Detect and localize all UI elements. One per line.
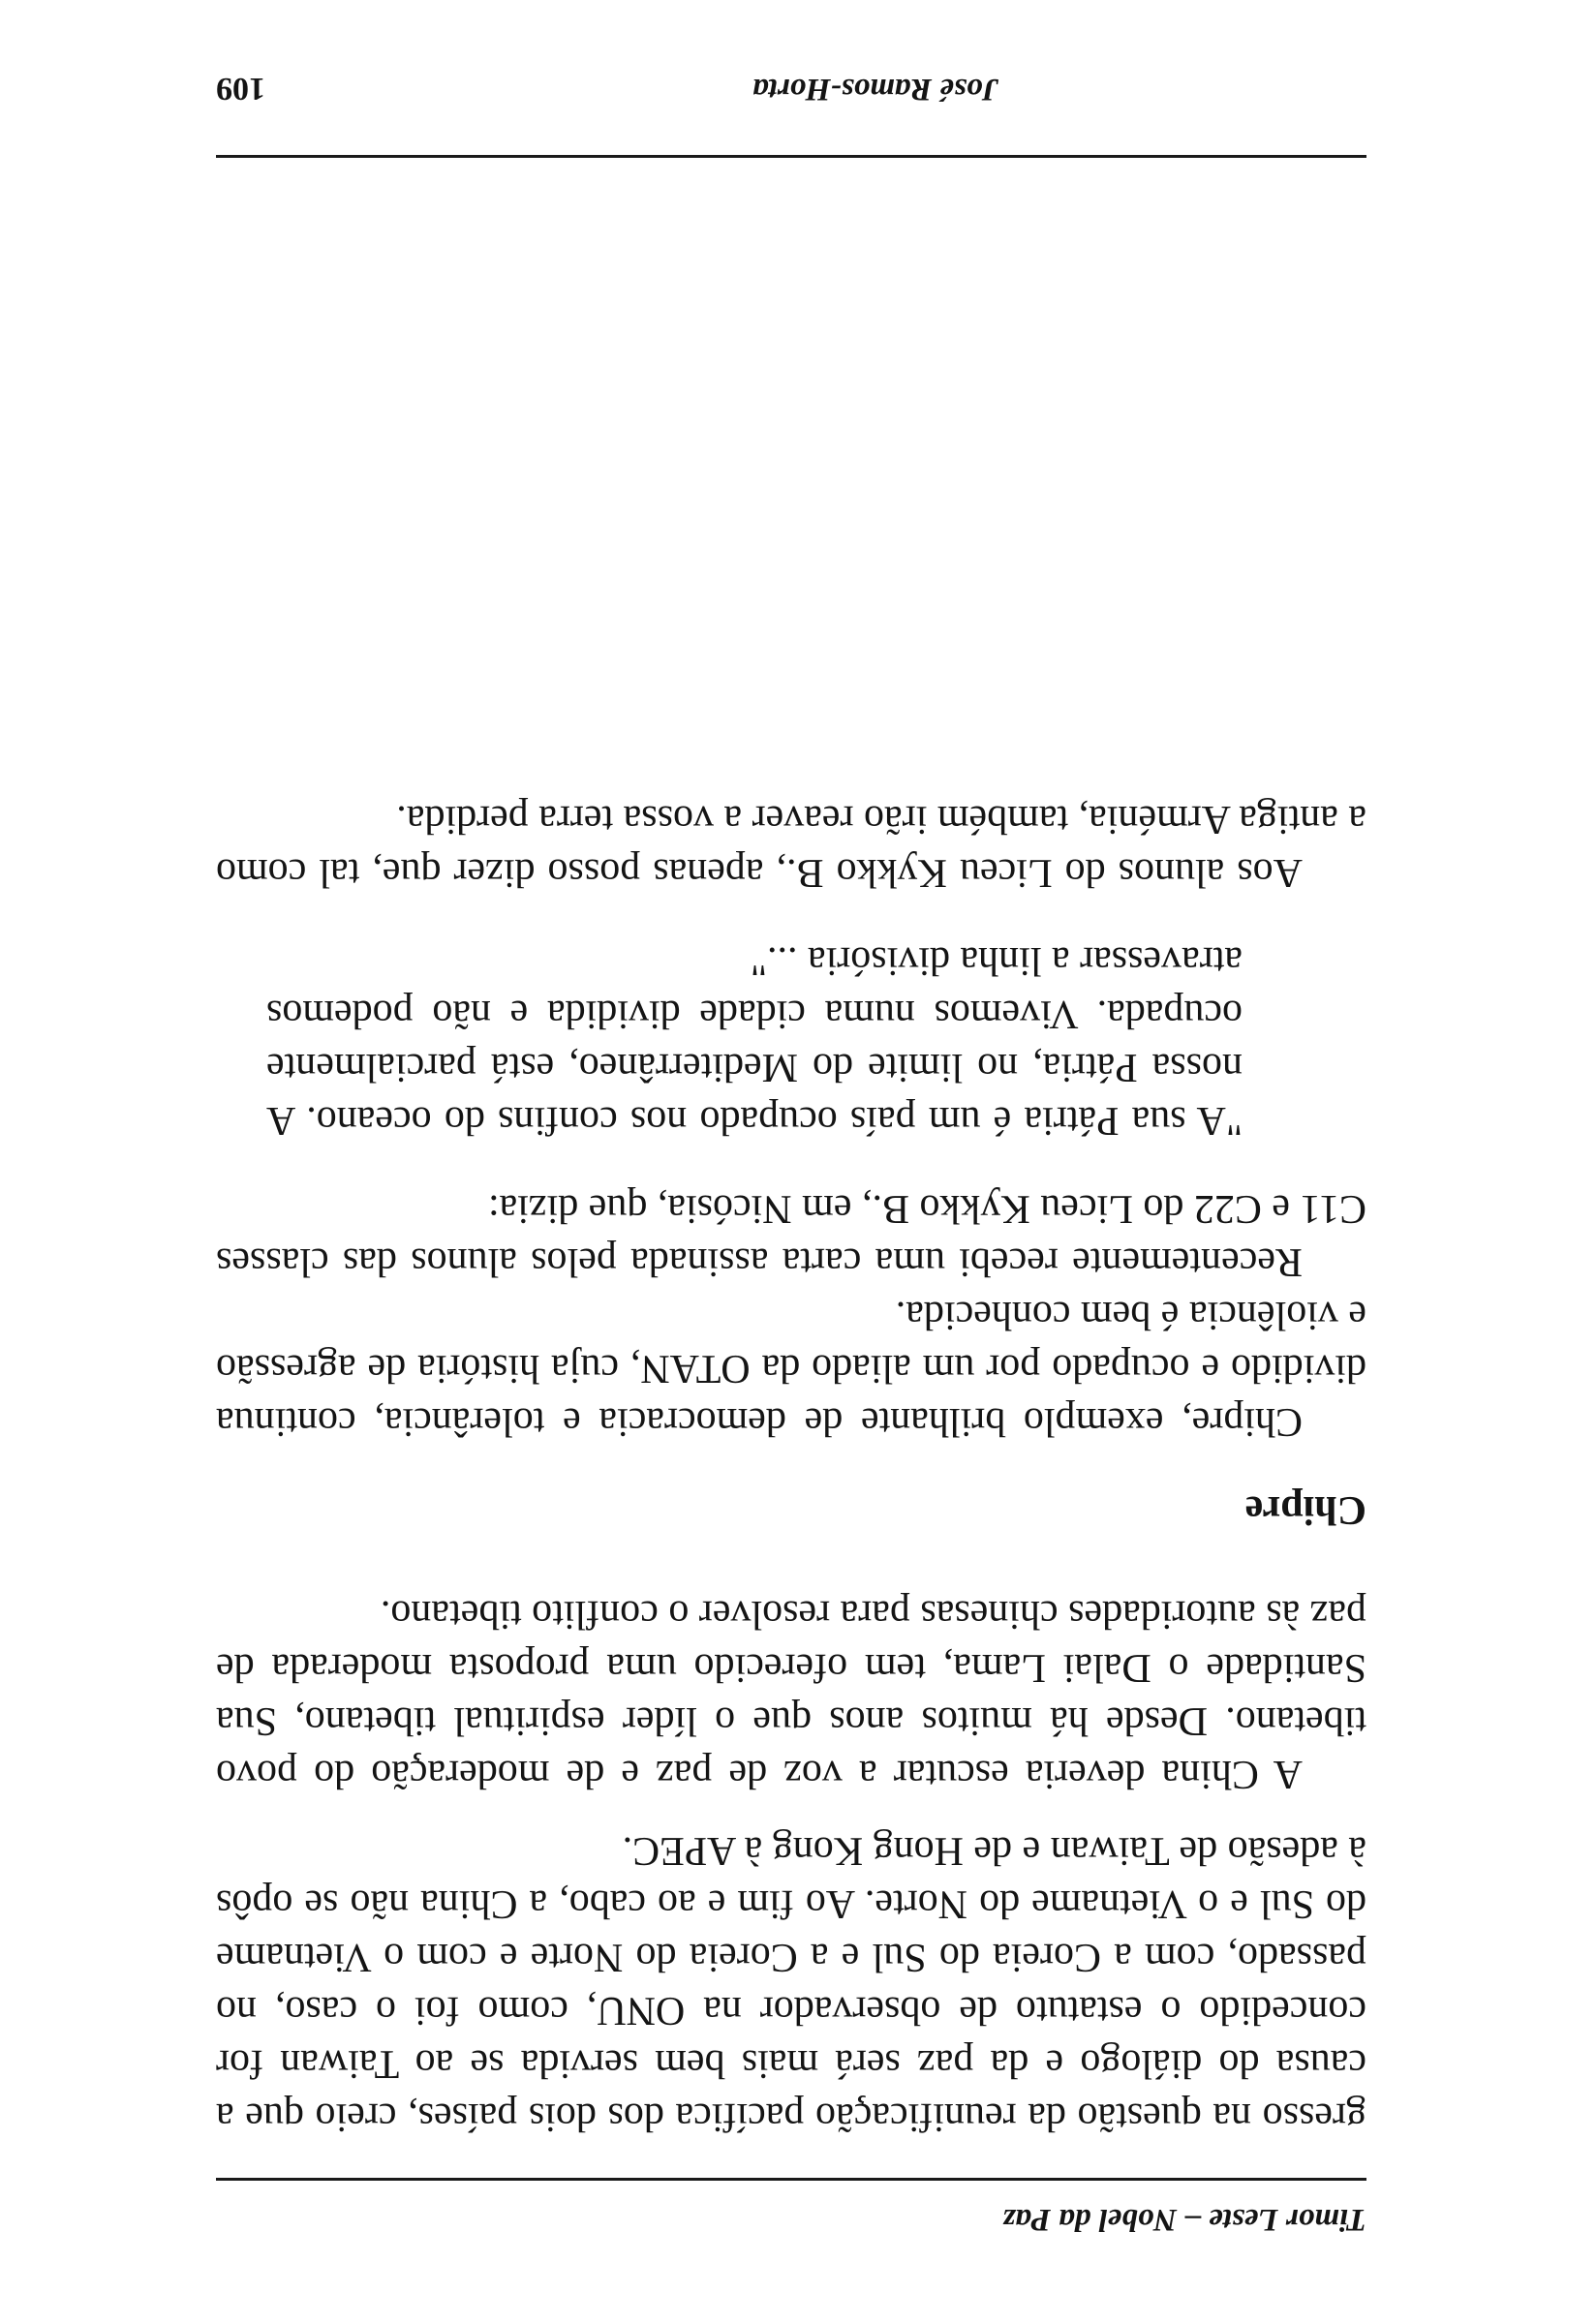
book-title: Timor Leste – Nobel da Paz [1002,2202,1366,2237]
paragraph-gap [216,1800,1366,1823]
header-rule [216,2178,1366,2181]
paragraph-taiwan: gresso na questão da reunificação pacífica dos dois países, creio que a causa do diálogo e da paz será mais bem servida se ao Taiwan for concedido o estatuto de observador na ONU, como foi o caso, no passado, com a Coreia do Sul e a Coreia do Norte e com o Vietname do Sul e o Vietname do Norte. Ao fim e ao cabo, a China não se opôs à adesão de Taiwan e de Hong Kong à APEC. [216,1828,1366,2139]
page-number: 109 [216,71,265,107]
paragraph-reply: Aos alunos do Liceu Kykko B., apenas posso dizer que, tal como a antiga Arménia, também irão reaver a vossa terra perdida. [216,797,1366,895]
author-name: José Ramos-Horta [752,72,998,107]
section-heading: Chipre [1244,1487,1366,1532]
footer-rule [216,155,1366,158]
letter-quote: "A sua Pátria é um país ocupado nos confins do oceano. A nossa Pátria, no limite do Mediterrâneo, está parcialmente ocupada. Vivemos numa cidade dividida e não podemos atravessar a linha divisória ..." [266,938,1243,1143]
paragraph-tibet: A China deveria escutar a voz de paz e de moderação do povo tibetano. Desde há muitos anos que o líder espiritual tibetano, Sua Santidade o Dalai Lama, tem oferecido uma proposta moderada de paz às autoridades chinesas para resolver o conflito tibetano. [216,1592,1366,1796]
page-body [216,792,1366,2143]
paragraph-cyprus: Chipre, exemplo brilhante de democracia e tolerância, continua dividido e ocupado por um aliado da OTAN, cuja história de agressão e violência é bem conhecida. [216,1293,1366,1444]
paragraph-letter: Recentemente recebi uma carta assinada pelos alunos das classes C11 e C22 do Liceu Kykko B., em Nicósia, que dizia: [216,1186,1366,1284]
